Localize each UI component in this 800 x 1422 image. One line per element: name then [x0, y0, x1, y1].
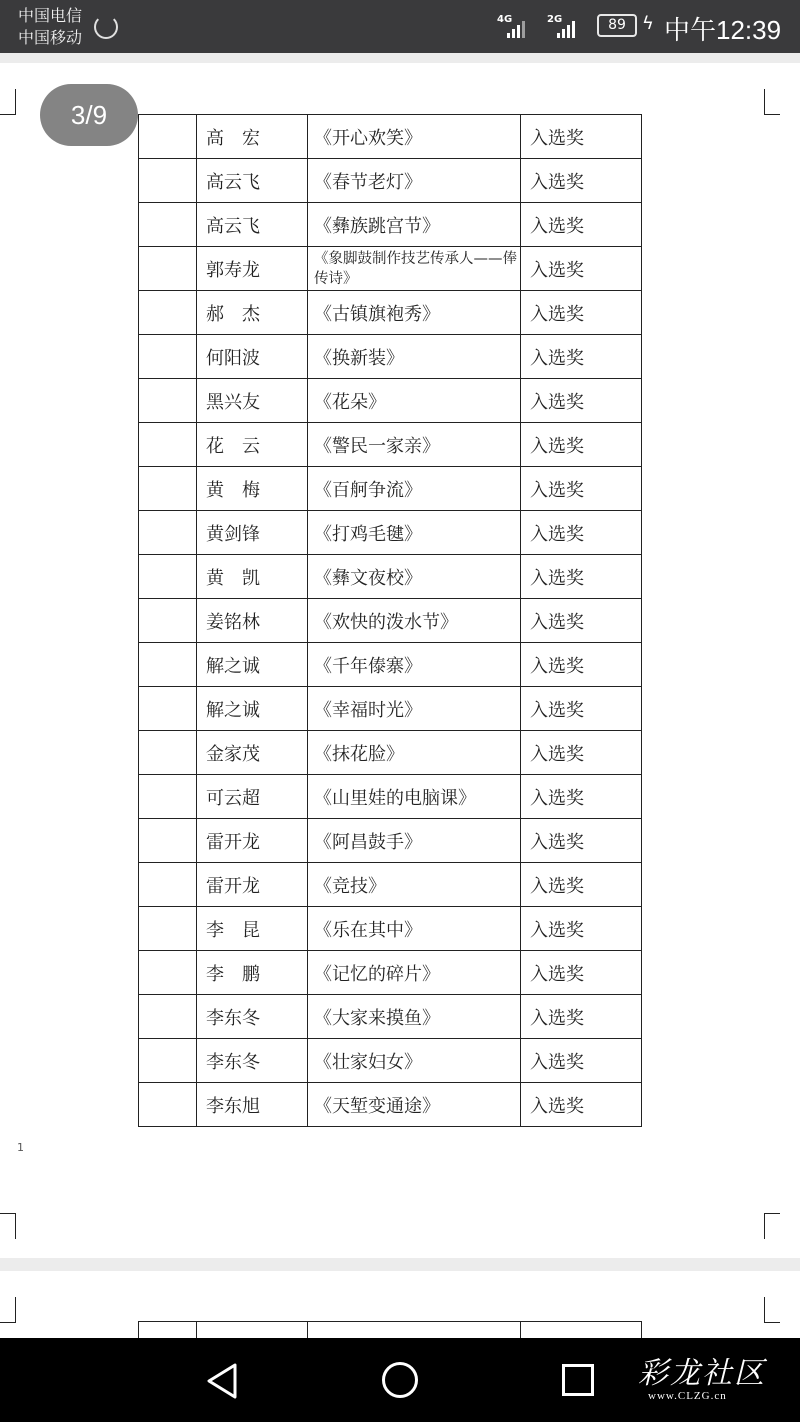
table-row	[139, 907, 642, 951]
title-cell: 《记忆的碎片》	[308, 951, 521, 995]
award-cell: 入选奖	[521, 291, 642, 335]
back-icon	[205, 1362, 239, 1400]
award-cell: 入选奖	[521, 775, 642, 819]
name-cell: 黑兴友	[197, 379, 308, 423]
title-cell: 《山里娃的电脑课》	[308, 775, 521, 819]
title-cell: 《大家来摸鱼》	[308, 995, 521, 1039]
name-cell: 李 昆	[197, 907, 308, 951]
row-number-cell	[139, 379, 197, 423]
table-row	[139, 1039, 642, 1083]
row-number-cell	[139, 115, 197, 159]
row-number-cell	[139, 731, 197, 775]
award-cell: 入选奖	[521, 159, 642, 203]
page-crop-mark	[0, 1213, 16, 1239]
title-cell: 《千年傣寨》	[308, 643, 521, 687]
name-cell: 高云飞	[197, 159, 308, 203]
table-row	[139, 687, 642, 731]
title-cell: 《阿昌鼓手》	[308, 819, 521, 863]
name-cell: 花 云	[197, 423, 308, 467]
row-number-cell	[139, 1083, 197, 1127]
award-cell: 入选奖	[521, 555, 642, 599]
title-cell: 《开心欢笑》	[308, 115, 521, 159]
row-number-cell	[139, 1039, 197, 1083]
row-number-cell	[139, 203, 197, 247]
name-cell: 雷开龙	[197, 819, 308, 863]
back-button[interactable]	[205, 1362, 239, 1400]
status-bar	[0, 0, 800, 53]
row-number-cell	[139, 423, 197, 467]
sync-icon	[94, 15, 118, 39]
name-cell: 高 宏	[197, 115, 308, 159]
award-cell: 入选奖	[521, 819, 642, 863]
carrier-info	[18, 5, 82, 49]
watermark-url: www.CLZG.cn	[648, 1390, 727, 1402]
table-row	[139, 995, 642, 1039]
home-button[interactable]	[382, 1362, 418, 1398]
table-row	[139, 775, 642, 819]
name-cell: 郭寿龙	[197, 247, 308, 291]
title-cell: 《换新装》	[308, 335, 521, 379]
row-number-cell	[139, 907, 197, 951]
row-number-cell	[139, 335, 197, 379]
name-cell: 可云超	[197, 775, 308, 819]
row-number-cell	[139, 643, 197, 687]
award-cell: 入选奖	[521, 203, 642, 247]
row-number-cell	[139, 247, 197, 291]
table-row	[139, 863, 642, 907]
award-cell: 入选奖	[521, 467, 642, 511]
table-row	[139, 203, 642, 247]
award-cell: 入选奖	[521, 115, 642, 159]
award-cell: 入选奖	[521, 643, 642, 687]
carrier-2: 中国移动	[18, 28, 83, 47]
clock: 中午12:39	[664, 15, 782, 45]
recent-apps-button[interactable]	[562, 1364, 594, 1396]
page-crop-mark	[0, 89, 16, 115]
name-cell: 解之诚	[197, 643, 308, 687]
award-cell: 入选奖	[521, 1083, 642, 1127]
award-cell: 入选奖	[521, 247, 642, 291]
table-row	[139, 291, 642, 335]
name-cell: 何阳波	[197, 335, 308, 379]
award-cell: 入选奖	[521, 951, 642, 995]
award-table	[138, 114, 642, 1127]
award-cell: 入选奖	[521, 423, 642, 467]
title-cell: 《彝文夜校》	[308, 555, 521, 599]
page-crop-mark	[764, 1297, 780, 1323]
name-cell: 解之诚	[197, 687, 308, 731]
table-row	[139, 951, 642, 995]
document-page-next	[0, 1271, 800, 1338]
title-cell: 《壮家妇女》	[308, 1039, 521, 1083]
name-cell: 郝 杰	[197, 291, 308, 335]
name-cell: 雷开龙	[197, 863, 308, 907]
name-cell: 李东旭	[197, 1083, 308, 1127]
title-cell: 《象脚鼓制作技艺传承人——俸传诗》	[308, 247, 521, 291]
row-number-cell	[139, 687, 197, 731]
table-row	[139, 335, 642, 379]
table-row	[139, 423, 642, 467]
battery-level: 89	[608, 17, 626, 33]
row-number-cell	[139, 775, 197, 819]
name-cell: 李 鹏	[197, 951, 308, 995]
title-cell: 《古镇旗袍秀》	[308, 291, 521, 335]
table-row	[139, 115, 642, 159]
title-cell: 《花朵》	[308, 379, 521, 423]
page-indicator: 3/9	[40, 84, 138, 146]
table-row	[139, 247, 642, 291]
title-cell: 《打鸡毛毽》	[308, 511, 521, 555]
name-cell: 李东冬	[197, 995, 308, 1039]
award-table-next	[138, 1321, 642, 1338]
award-cell: 入选奖	[521, 511, 642, 555]
name-cell: 黄剑锋	[197, 511, 308, 555]
table-row	[139, 555, 642, 599]
page-crop-mark	[764, 89, 780, 115]
network-type-1: 4G	[497, 14, 513, 25]
title-cell: 《抹花脸》	[308, 731, 521, 775]
award-cell: 入选奖	[521, 1039, 642, 1083]
row-number-cell	[139, 951, 197, 995]
row-number-cell	[139, 819, 197, 863]
row-number-cell	[139, 863, 197, 907]
award-cell: 入选奖	[521, 863, 642, 907]
name-cell: 李东冬	[197, 1039, 308, 1083]
award-cell: 入选奖	[521, 599, 642, 643]
document-page	[0, 63, 800, 1258]
battery-icon	[597, 14, 637, 37]
charging-icon: ϟ	[642, 13, 654, 34]
carrier-1: 中国电信	[18, 6, 83, 25]
award-cell: 入选奖	[521, 335, 642, 379]
name-cell: 黄 凯	[197, 555, 308, 599]
watermark-logo: 彩龙社区	[638, 1356, 766, 1391]
page-crop-mark	[0, 1297, 16, 1323]
row-number-cell	[139, 511, 197, 555]
row-number-cell	[139, 291, 197, 335]
table-row	[139, 379, 642, 423]
row-number-cell	[139, 995, 197, 1039]
name-cell: 高云飞	[197, 203, 308, 247]
name-cell: 姜铭林	[197, 599, 308, 643]
row-number-cell	[139, 159, 197, 203]
table-row	[139, 819, 642, 863]
title-cell: 《欢快的泼水节》	[308, 599, 521, 643]
title-cell: 《幸福时光》	[308, 687, 521, 731]
table-row	[139, 1083, 642, 1127]
title-cell: 《百舸争流》	[308, 467, 521, 511]
name-cell: 金家茂	[197, 731, 308, 775]
title-cell: 《乐在其中》	[308, 907, 521, 951]
row-number-cell	[139, 599, 197, 643]
title-cell: 《天堑变通途》	[308, 1083, 521, 1127]
row-number-cell	[139, 555, 197, 599]
table-row	[139, 599, 642, 643]
page-number: 1	[17, 1141, 24, 1154]
award-cell: 入选奖	[521, 731, 642, 775]
table-row	[139, 159, 642, 203]
title-cell: 《竞技》	[308, 863, 521, 907]
row-number-cell	[139, 467, 197, 511]
table-row	[139, 731, 642, 775]
navigation-bar	[0, 1338, 800, 1422]
award-cell: 入选奖	[521, 687, 642, 731]
award-cell: 入选奖	[521, 379, 642, 423]
award-cell: 入选奖	[521, 907, 642, 951]
title-cell: 《春节老灯》	[308, 159, 521, 203]
title-cell: 《警民一家亲》	[308, 423, 521, 467]
page-crop-mark	[764, 1213, 780, 1239]
name-cell: 黄 梅	[197, 467, 308, 511]
table-row	[139, 643, 642, 687]
award-cell: 入选奖	[521, 995, 642, 1039]
title-cell: 《彝族跳宫节》	[308, 203, 521, 247]
table-row	[139, 467, 642, 511]
document-viewer[interactable]	[0, 53, 800, 1338]
network-type-2: 2G	[547, 14, 563, 25]
table-row	[139, 511, 642, 555]
